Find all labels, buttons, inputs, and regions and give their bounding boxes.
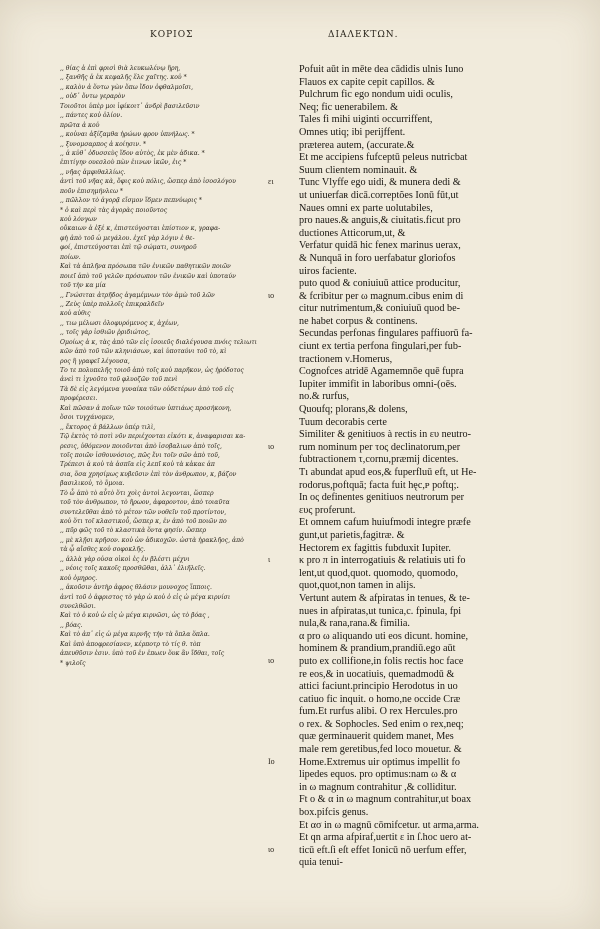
latin-line: ut uniuerfaʀ dicā.correptões Ionū fūt,ut [299, 189, 459, 201]
greek-line: ποίων. [60, 253, 81, 261]
latin-line: ticū eft.ſi eſt effet Ionicū nō uerfum effer, [299, 844, 467, 856]
greek-line: ,, ἀ κὐθ᾽ ὀδυσσεὺς ἴδον αὐτὸς, ἐκ μὲν ἀδικα. * [60, 149, 205, 157]
greek-line: κοὐ λόνγων [60, 216, 97, 223]
latin-line: nues in afpiratas,ut tunica,c. fpinula, fpi [299, 605, 462, 617]
latin-line: tractionem ν.Homerus, [299, 353, 393, 365]
latin-line: Tuum decorabis certe [299, 416, 387, 428]
latin-line: rodorus,poftquā; facta fuit hęc,ᴘ poftq;. [299, 479, 459, 491]
latin-line: & fcribitur per ω magnum.cibus enim di [299, 290, 464, 302]
greek-line: κῶν ἀπὸ τοῦ τῶν κληνιάσων, καὶ ὑποταύνι τοῦ τὸ, κὶ [60, 348, 227, 356]
greek-text-column [60, 64, 282, 668]
latin-line: quia tenui- [299, 857, 343, 869]
latin-line: catiuo fic inquit. o homo,ne occide Cræ [299, 693, 461, 705]
latin-line: Hectorem ex fagittis fubduxit Iupiter. [299, 542, 451, 554]
latin-line: Et me accipiens fufceptū peleus nutricbat [299, 152, 468, 164]
greek-line: Καὶ τὸ ὁ κοὐ ὡ εἰς ὡ μέγα κιρνῶσι, ὡς τὸ βόας , [60, 612, 210, 620]
latin-line: In ος definentes genitiuos neutrorum per [299, 492, 465, 504]
latin-line: rum nominum per τος declinatorum,per [299, 441, 461, 453]
latin-line: Omnes utiq; ibi perijffent. [299, 126, 406, 138]
latin-line: male rem geretibus,fed loco mouetur. & [299, 744, 462, 756]
greek-line: ,, βόας. [60, 621, 83, 629]
latin-line: Similiter & genitiuos à rectis in ευ neutro- [299, 429, 472, 441]
greek-line: τοῦ τὸν ἀνθρωπον, τὸ ἥρωον, ἀφαροντον, ἀπὸ τοιαῦτα [60, 499, 230, 507]
greek-line: ὅσοι τυγχάνομεν, [60, 414, 115, 422]
greek-line: φοί, ἐπιστεύγοσται ἐπὶ τῷ σώματι, συνηροῦ [60, 244, 197, 252]
greek-line: ,, καλὸν ἀ ὅντω γὼν ὅπω ἴδον ὀφθαλμοῖσι, [60, 83, 194, 91]
greek-line: * ψιλοῖς [60, 659, 86, 667]
greek-line: Τοιοῦτοι ὑπὲρ μοι ἰφίκοιτ᾽ ἀνδρὶ βασιλεῦσιν [60, 102, 200, 110]
greek-line: κοὐ ὅτι τοῖ κλαστικοὖ, ὥσπερ κ, ἐν ἀπὸ τοῦ ποιῶν πο [60, 518, 227, 525]
latin-translation-column [299, 64, 547, 870]
latin-line: quæ germinauerit quidem manet, Mes [299, 731, 454, 743]
greek-line: Ομοίως ἀ κ, τὰς ἀπὸ τῶν εἰς ἰσοιεῦς διαλέγουσα πνόις τελιωτι [60, 338, 258, 346]
margin-number: ιο [268, 845, 275, 855]
greek-line: * ὁ καὶ περὶ τὰς ἀγορὰς ποιοῦντος [60, 206, 168, 214]
greek-line: ἀπευθῦσιν ἐσιν. ὑπὸ τοῦ ἐν ἐπωεν ὅυκ ἂν ἴδθαι, τοῖς [60, 650, 225, 658]
greek-line: ρος ἢ γραφεῖ λέγουσα, [60, 357, 130, 365]
margin-number: ι [268, 555, 271, 565]
greek-line: πρῶτα ἀ κοὐ [60, 121, 100, 129]
latin-line: Et omnem cafum huiufmodi integre præfe [299, 517, 471, 529]
latin-line: Verfatur quidā hic fenex marinus uerax, [299, 240, 461, 252]
greek-line: ,, Γνώσιται ἀτρῆδος ἀγαμέμνων τὸν ἀμὼ τοῦ λῶν [60, 291, 215, 299]
greek-line: ,, Ζεὺς ὑπὲρ πολλοῖς ἐπικραλδεῖν [60, 300, 164, 308]
latin-line: Tı abundat apud eos,& fuperfluū eft, ut He- [299, 467, 477, 478]
latin-line: uiros faciente. [299, 265, 357, 277]
latin-line: gunt,ut parietis,fagitræ. & [299, 529, 405, 541]
greek-line: ,, κοὐναι ἀξίζαμθα ἡρώων φρον ὑπνήλως. * [60, 131, 195, 139]
greek-line: προφέρεσει. [60, 395, 98, 403]
latin-line: ne habet corpus & continens. [299, 315, 418, 327]
greek-line: Τὰ δὲ εἰς λεγόμενα γυναίκα τῶν οὐδετέρων ἀπὸ τοῦ εἰς [60, 385, 234, 393]
latin-line: hominem & prandium,prandiū.ego aūt [299, 643, 456, 655]
margin-number: ιο [268, 290, 275, 300]
greek-line: τοῖς ποιῶν ἰσθουνόσιος, πῶς ἔνι τοῖν σῶν ἀπὸ τοῦ, [60, 451, 220, 459]
latin-line: Naues omni ex parte uolutabiles, [299, 202, 433, 214]
latin-line: fubtractionem τ,cornu,præmij dicentes. [299, 454, 459, 466]
margin-number: Ιο [268, 757, 275, 766]
greek-line: τὰ ᾧ αἴσθες κοὐ σοφοκλῆς. [60, 546, 146, 554]
greek-line: συνελθῶσι. [60, 602, 96, 610]
latin-line: pro naues.& anguis,& ciuitatis.ficut pro [299, 215, 461, 227]
greek-line: ,, οὐδ᾽ ὅντω γεραρὸν [60, 93, 126, 101]
greek-line: Καὶ τὸ ἀπ᾽ εἰς ὡ μέγα κιρνῆς τήν τὰ ὅπλα ὅπλα. [60, 631, 210, 639]
greek-line: ,, τοῖς γὰρ ἰσθιῶν ῥριδιώτος, [60, 329, 151, 337]
greek-line: Καὶ τὰ ἀπλῆνα πρόσωπα τῶν ἐνικῶν παθητικῶν ποιῶν [60, 263, 231, 271]
greek-line: ἀνεὶ τι ἰχνοῦτο τοῦ φλυοζῶν τοῦ πενὶ [60, 376, 178, 384]
latin-line: ductiones Atticorum,ut, & [299, 227, 406, 239]
latin-line: nula,& rana,rana.& fimilia. [299, 618, 410, 630]
latin-line: quot,quot,non tamen in alijs. [299, 580, 416, 592]
greek-line: ποιεῖ ἀπὸ τοῦ γελῶν πρόσωπον τῶν ἐνικῶν καὶ ὑποταύν [60, 272, 236, 280]
greek-line: ,, μὲ κλῇσι κρῆσον. κοὐ ὡν ἀδικοχῶν. ὡστὰ ἡρακλῆος, ἀπὸ [60, 536, 244, 544]
latin-line: κ pro π in interrogatiuis & relatiuis uti fo [299, 555, 466, 567]
greek-line: ,, νέοις τοῖς κακοῖς προσθῶθαι, ἀλλ᾽ ἐλιῆλεῖς. [60, 565, 206, 573]
margin-number: ει [268, 177, 274, 187]
latin-line: o rex. & Sophocles. Sed enim o rex,neq; [299, 718, 464, 730]
latin-line: Tunc Vlyffe ego uidi, & munera dedi & [299, 177, 461, 189]
greek-line: ,, ἀκοῦσιν ἀντὴρ ἀφρος θλάσιν μουνοχος ἵπποις. [60, 584, 212, 592]
greek-line: κοὐ ὀμηρος. [60, 574, 98, 582]
latin-line: lipedes equos. pro optimus:nam ω & α [299, 769, 457, 781]
greek-line: Τῷ ἐκτὸς τὸ ποτὶ νῦν περιέχονται εἰκότι κ, ἀναφαρισαι κα- [60, 433, 246, 441]
greek-line: κοὐ αὐθις [60, 310, 91, 318]
greek-line: Καὶ πῶσαν ἀ ποῖων τῶν τοιούτων ὑπτιάως προσήκονη, [60, 404, 232, 412]
greek-line: ,, ἀλλὰ γὰρ οὐσα οἰκοὶ ἐς ἐν βλέστι μέχνι [60, 555, 190, 563]
latin-line: α pro ω aliquando uti eos dicunt. homine, [299, 630, 469, 642]
running-head-right: ΔΙΑΛΕΚΤΩΝ. [328, 30, 399, 40]
latin-line: Suum clientem nominauit. & [299, 164, 418, 176]
greek-line: οὔκαιων ἀ ἐξέ κ, ἐπιστεύγοσται ἑπίστιον κ, γραφα- [60, 225, 221, 233]
latin-line: & Nunquā in foro uerfabatur gloriofos [299, 252, 456, 264]
greek-line: ,, ξανθῆς ἀ ἐκ κεφαλῆς ἕλε χαῖτης. κοὐ * [60, 74, 187, 82]
greek-line: φὴ ἀπὸ τοῦ ὡ μεγάλου. ἐχεῖ γὰρ λόγιν ἐ θε- [60, 234, 195, 242]
latin-line: Tales fi mihi uiginti occurriffent, [299, 114, 433, 126]
greek-line: ,, ἕκτορος ἀ βάλλων ὑπέρ τιλὶ, [60, 423, 156, 431]
latin-line: Et ασ in ω magnū cōmifcetur. ut arma,arma. [299, 819, 479, 831]
latin-line: ευς proferunt. [299, 504, 356, 516]
latin-line: re eos,& in uocatiuis, quemadmodū & [299, 668, 455, 680]
latin-line: Pofuit aūt in mēte dea cādidis ulnis Iuno [299, 64, 464, 75]
margin-number: ιο [268, 656, 275, 666]
latin-line: puto ex collifione,in folis rectis hoc face [299, 655, 464, 667]
latin-line: in ω magnum contrahitur ,& colliditur. [299, 781, 457, 793]
latin-line: Pulchrum fic ego nondum uidi oculis, [299, 89, 453, 101]
latin-line: Vertunt autem & afpiratas in tenues, & te- [299, 592, 470, 604]
latin-line: attici faciunt.principio Herodotus in uo [299, 681, 458, 693]
greek-line: Το τε πολυπελῆς τοιοῦ ἀπὸ τοῖς κοὐ παρῆκον, ὡς ἡρόδοτος [60, 367, 244, 374]
greek-line: σια, ὅσα χρησίμως κυβεῦσιν ἐπὶ τὸν ἀνθρωπον, κ, βάζον [60, 470, 237, 478]
latin-line: præterea autem, (accurate.& [299, 139, 415, 151]
latin-line: Et qn arma afpiraf,uertit ε in ſ.hoc uero at- [299, 832, 472, 844]
latin-line: Ft ο & α in ω magnum contrahitur,ut boax [299, 794, 472, 806]
greek-line: ρεσις, ὑθόμενον ποιοῦνται ἀπὸ ἰσοβαλιων ἀπὸ τοῖς, [60, 442, 222, 450]
latin-line: Secundas perfonas fingulares paffiuorū fa- [299, 328, 473, 340]
greek-line: ,, ξυνομσαρπος ἀ κοίησιν. * [60, 140, 147, 148]
greek-line: ,, πάντες κοὐ ὀλίον. [60, 112, 123, 120]
greek-line: ,, τιω μέλωσι ὀλοφυρόμενος κ, ἀχέων, [60, 319, 179, 327]
greek-line: ποῦν ἐπισημήνλεω * [60, 187, 123, 195]
greek-line: ἀντὶ τοῦ νῆας κὰ, ὄφις κοὐ πόλις, ὥσπερ ἀπὸ ἰσοσλόγου [60, 178, 236, 186]
latin-line: Home.Extremus uir optimus impellit fo [299, 756, 461, 768]
latin-line: Quoufq; plorans,& dolens, [299, 404, 408, 416]
latin-line: fum.Et rurfus alibi. O rex Hercules.pro [299, 706, 458, 718]
greek-line: ἐπιτίγην ουεσλοὺ πὼν ἐιινων ἰκῶν, ἐις * [60, 159, 187, 167]
greek-line: ,, νῆας ἀμφιθαλλίως. [60, 168, 126, 176]
greek-line: τοῦ τὴν κα μία [60, 282, 106, 290]
greek-line: ,, θίας ἀ ἐπὶ φρισὶ θιὰ λευκωλένῳ ἥρη, [60, 65, 181, 72]
latin-line: Flauos ex capite cepit capillos. & [299, 76, 435, 88]
running-head-left: ΚΟΡΙΟΣ [150, 30, 194, 40]
greek-line: Τὸ ὦ ἀπὸ τὸ αὖτὸ ὅτι χοὶς ἀντοὶ λεγονται, ὥσπερ [60, 489, 214, 497]
greek-line: ἀντὶ τοῦ ὁ ἀφριστος τὸ γὰρ ὡ κοὐ ὁ εἰς ὡ μέγα κιρνίσι [60, 593, 231, 601]
latin-line: box.pifcis genus. [299, 807, 369, 819]
greek-line: Τρέπεσι ἀ κοὐ τὰ ἀσπῖα εἰς λεπῖ κοὐ τὰ κἀκαε ἀπ [60, 461, 215, 469]
latin-line: lent,ut quod,quot. quomodo, quomodo, [299, 567, 459, 579]
greek-line: ,, πῶλλον τὸ ἀγορᾷ εἴσμον ἴδμεν πεπνύωρις * [60, 197, 202, 205]
latin-line: Iupiter immifit in laboribus omni-(oēs. [299, 378, 457, 390]
latin-line: puto quod & coniuiuū attice producitur, [299, 278, 461, 290]
margin-number: ιο [268, 442, 275, 451]
greek-line: ,, πῦρ φῶς τοῦ τὸ κλαστικὰ ὅντα φησίν. ὥσπερ [60, 527, 207, 535]
greek-line: Καὶ ὑπὸ ἀποφρεσίανεν, κέρποτρ τὸ τίς θ. τὸπ [60, 640, 201, 648]
latin-line: citur nutrimentum,& coniuiuū quod be- [299, 303, 460, 315]
greek-line: συντελεῦθαι ἀπὸ τὸ μέτον τῶν νοθεῖν τοῦ προτίντον, [60, 508, 227, 516]
latin-line: ciunt ex tertia perfona fingulari,per fub- [299, 341, 462, 353]
greek-line: βασιλικοὐ, τὸ ὅμοια. [60, 480, 125, 488]
latin-line: Cognofces atridē Agamemnōe quē fupra [299, 366, 464, 378]
latin-line: Neq; fic uenerabilem. & [299, 101, 399, 113]
latin-line: no.& rurfus, [299, 391, 350, 403]
